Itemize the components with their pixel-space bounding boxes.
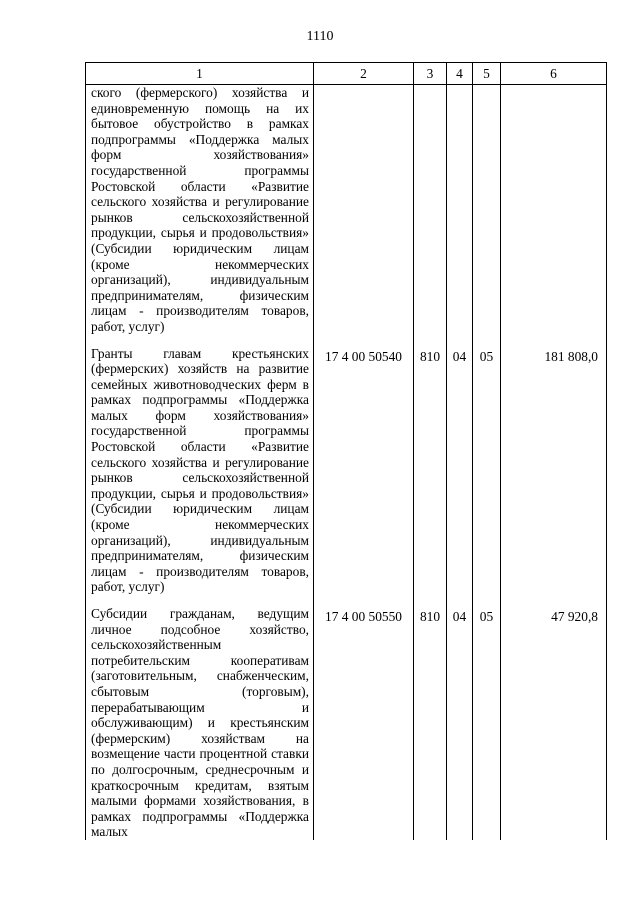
row-description-text: Субсидии гражданам, ведущим личное подсобное хозяйство, сельскохозяйственным потребительским кооперативам (заготовительным, снабженческим, сбытовым (торговым), перерабатывающим и обслуживающим) и крестьянским (фермерским) хозяйствам на возмещение части процентной ставки по долгосрочным, среднесрочным и краткосрочным кредитам, взятым малыми формами хозяйствования, в рамках подпрограммы «Поддержка малых [91, 606, 309, 840]
table-row [86, 595, 607, 840]
row-target-code: 17 4 00 50550 [314, 595, 414, 840]
row-subsection: 05 [473, 595, 501, 840]
column-number-header-row [86, 63, 607, 85]
row-expense-type [414, 85, 447, 335]
row-target-code [314, 85, 414, 335]
table-row [86, 85, 607, 335]
row-description [86, 335, 314, 596]
column-header-3: 3 [414, 63, 447, 85]
row-subsection: 05 [473, 335, 501, 596]
row-description [86, 85, 314, 335]
row-expense-type: 810 [414, 595, 447, 840]
budget-table [85, 62, 607, 840]
page-number: 1110 [306, 29, 334, 44]
row-amount: 181 808,0 [501, 335, 607, 596]
column-header-4: 4 [447, 63, 473, 85]
row-description [86, 595, 314, 840]
row-subsection [473, 85, 501, 335]
row-expense-type: 810 [414, 335, 447, 596]
row-target-code: 17 4 00 50540 [314, 335, 414, 596]
table-row [86, 335, 607, 596]
column-header-2: 2 [314, 63, 414, 85]
column-header-1: 1 [86, 63, 314, 85]
row-description-text: Гранты главам крестьянских (фермерских) хозяйств на развитие семейных животноводческих ферм в рамках подпрограммы «Поддержка малых форм хозяйствования» государственной программы Ростовской области «Развитие сельского хозяйства и регулирование рынков сельскохозяйственной продукции, сырья и продовольствия» (Субсидии юридическим лицам (кроме некоммерческих организаций), индивидуальным предпринимателям, физическим лицам - производителям товаров, работ, услуг) [91, 345, 309, 595]
row-section: 04 [447, 335, 473, 596]
row-section: 04 [447, 595, 473, 840]
row-section [447, 85, 473, 335]
column-header-6: 6 [501, 63, 607, 85]
row-amount: 47 920,8 [501, 595, 607, 840]
row-amount [501, 85, 607, 335]
budget-table-container [85, 62, 605, 840]
row-description-text: ского (фермерского) хозяйства и единовременную помощь на их бытовое обустройство в рамках подпрограммы «Поддержка малых форм хозяйствования» государственной программы Ростовской области «Развитие сельского хозяйства и регулирование рынков сельскохозяйственной продукции, сырья и продовольствия» (Субсидии юридическим лицам (кроме некоммерческих организаций), индивидуальным предпринимателям, физическим лицам - производителям товаров, работ, услуг) [91, 85, 309, 334]
column-header-5: 5 [473, 63, 501, 85]
